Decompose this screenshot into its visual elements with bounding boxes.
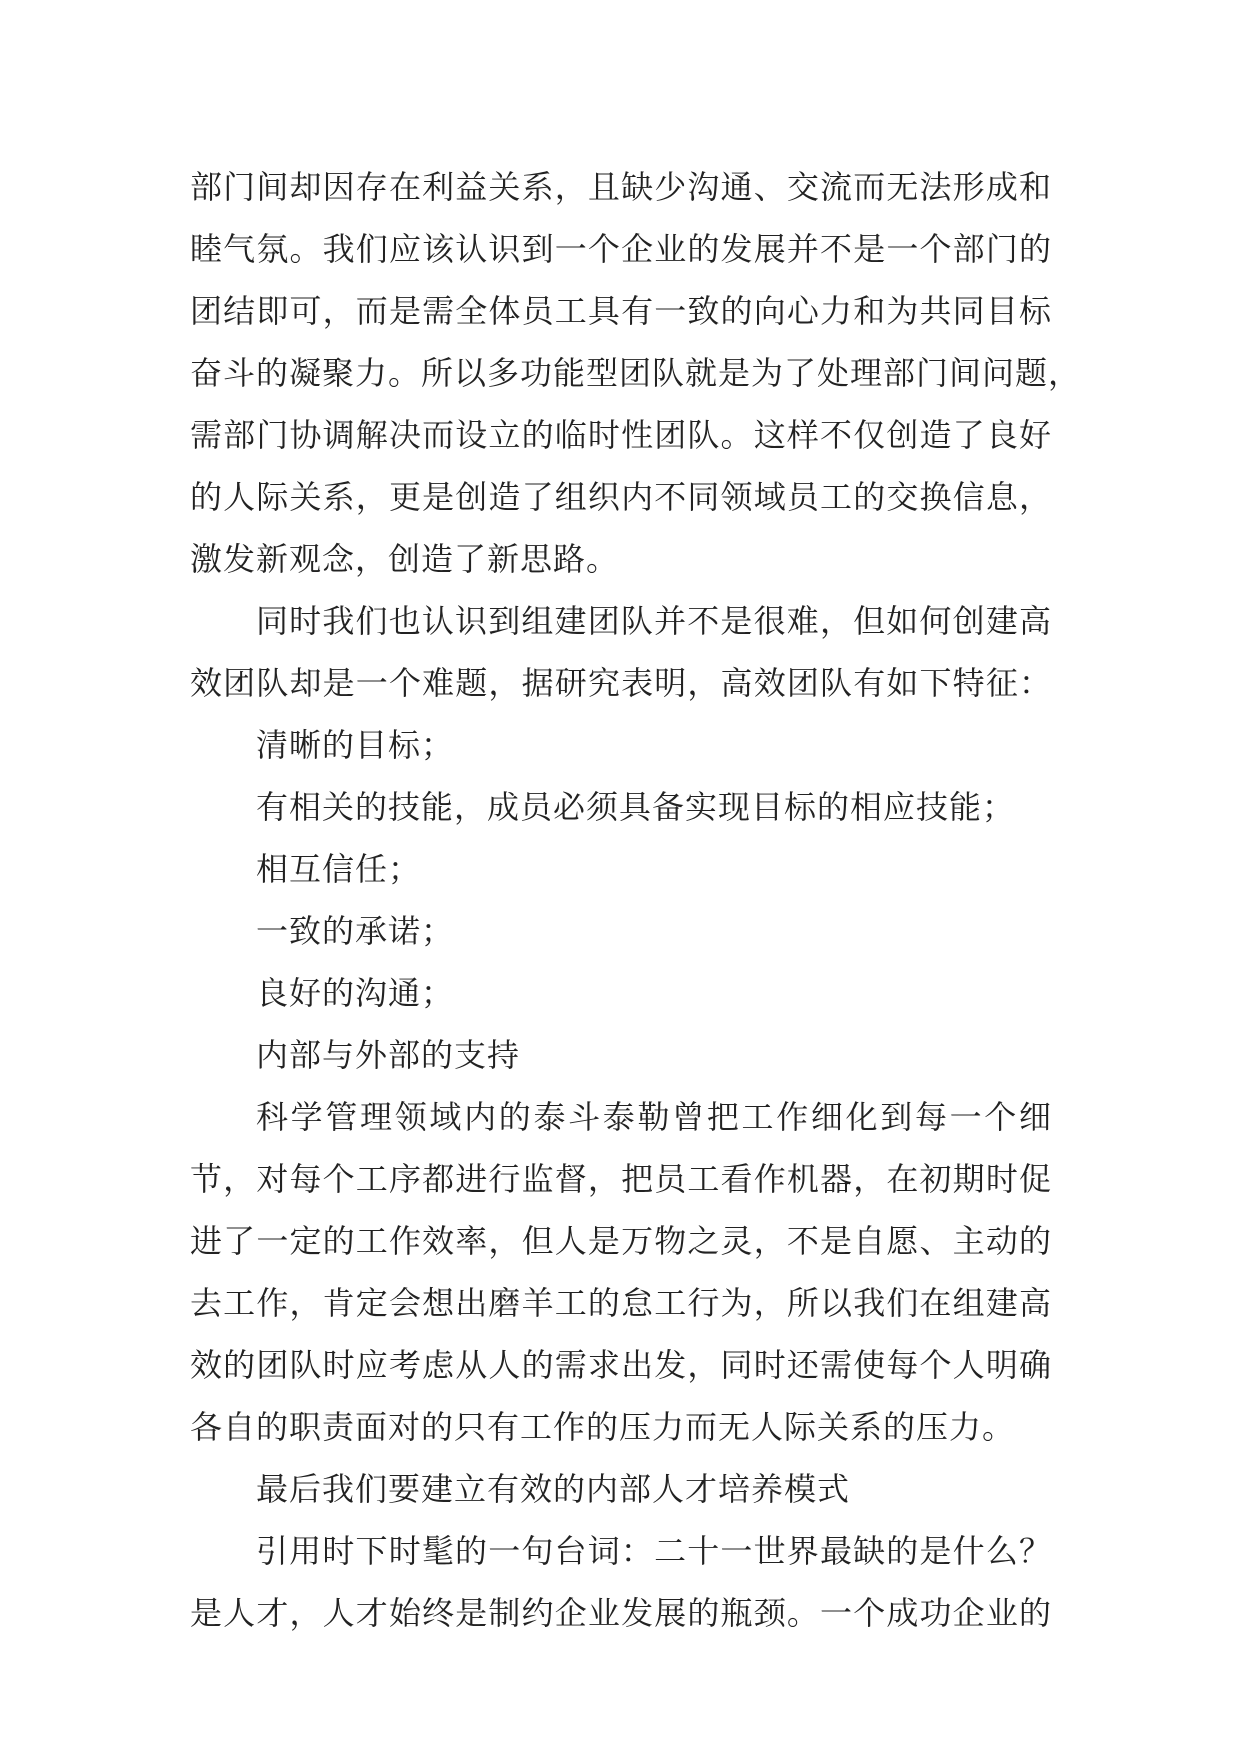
text-line-22: 最后我们要建立有效的内部人才培养模式 — [256, 1470, 851, 1508]
text-line-15: 内部与外部的支持 — [256, 1036, 521, 1074]
text-line-16: 科学管理领域内的泰斗泰勒曾把工作细化到每一个细 — [256, 1098, 1052, 1136]
text-line-5: 需部门协调解决而设立的临时性团队。这样不仅创造了良好 — [190, 416, 1052, 454]
text-line-24: 是人才，人才始终是制约企业发展的瓶颈。一个成功企业的 — [190, 1594, 1052, 1632]
text-line-12: 相互信任； — [256, 850, 422, 888]
text-line-4: 奋斗的凝聚力。所以多功能型团队就是为了处理部门间问题， — [190, 354, 1082, 392]
text-line-9: 效团队却是一个难题，据研究表明，高效团队有如下特征： — [190, 664, 1052, 702]
text-line-3: 团结即可，而是需全体员工具有一致的向心力和为共同目标 — [190, 292, 1052, 330]
text-line-21: 各自的职责面对的只有工作的压力而无人际关系的压力。 — [190, 1408, 1016, 1446]
text-line-8: 同时我们也认识到组建团队并不是很难，但如何创建高 — [256, 602, 1052, 640]
text-line-10: 清晰的目标； — [256, 726, 455, 764]
text-line-18: 进了一定的工作效率，但人是万物之灵，不是自愿、主动的 — [190, 1222, 1052, 1260]
text-line-17: 节，对每个工序都进行监督，把员工看作机器，在初期时促 — [190, 1160, 1052, 1198]
text-line-23: 引用时下时髦的一句台词：二十一世界最缺的是什么？ — [256, 1532, 1052, 1570]
text-line-6: 的人际关系，更是创造了组织内不同领域员工的交换信息， — [190, 478, 1052, 516]
body-text — [190, 156, 1082, 1644]
text-line-19: 去工作，肯定会想出磨羊工的怠工行为，所以我们在组建高 — [190, 1284, 1052, 1322]
text-line-1: 部门间却因存在利益关系，且缺少沟通、交流而无法形成和 — [190, 168, 1052, 206]
text-line-2: 睦气氛。我们应该认识到一个企业的发展并不是一个部门的 — [190, 230, 1052, 268]
text-line-11: 有相关的技能，成员必须具备实现目标的相应技能； — [256, 788, 1016, 826]
text-line-13: 一致的承诺； — [256, 912, 455, 950]
text-line-14: 良好的沟通； — [256, 974, 455, 1012]
text-line-7: 激发新观念，创造了新思路。 — [190, 540, 620, 578]
text-line-20: 效的团队时应考虑从人的需求出发，同时还需使每个人明确 — [190, 1346, 1052, 1384]
